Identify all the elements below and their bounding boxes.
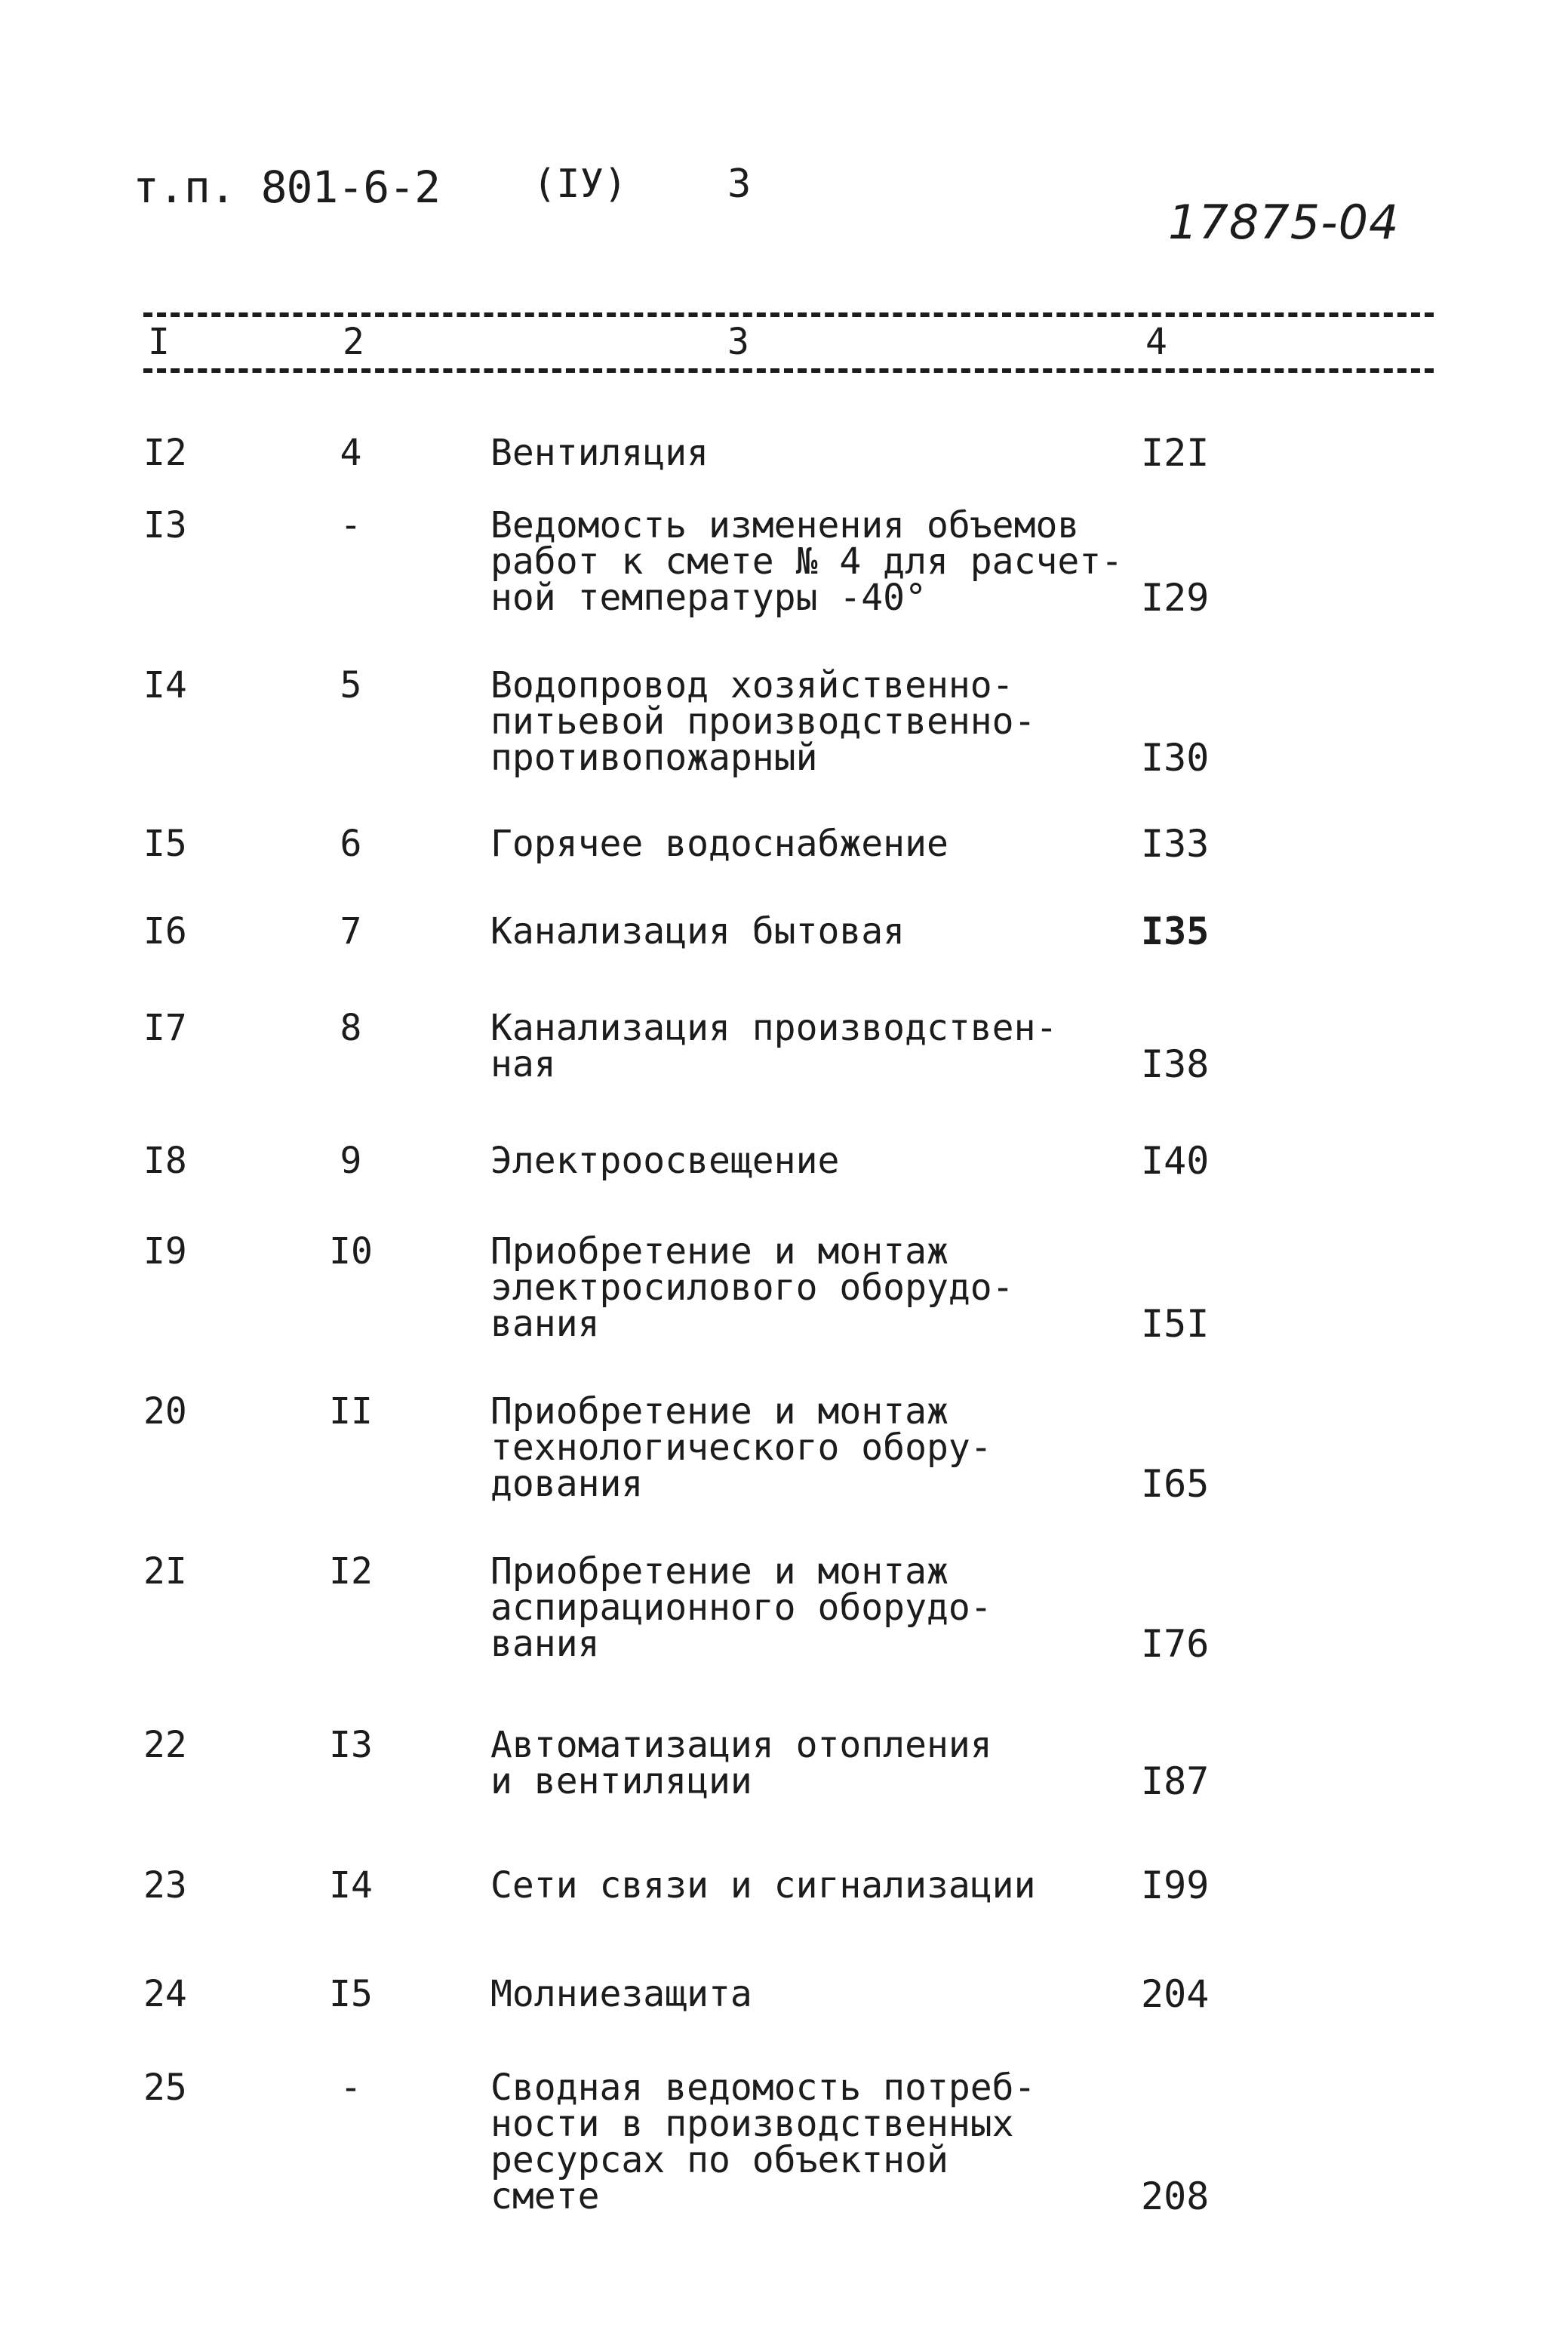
page-reference: I2I	[1141, 431, 1210, 475]
section-number: I0	[329, 1230, 373, 1273]
section-number: 8	[340, 1007, 362, 1049]
section-number: -	[340, 2067, 362, 2109]
page-reference: I29	[1141, 576, 1210, 620]
column-number-4: 4	[1141, 320, 1172, 364]
table-row	[0, 1972, 1568, 2016]
row-number: I7	[143, 1007, 187, 1049]
column-number-1: I	[143, 320, 174, 364]
row-number: 23	[143, 1864, 187, 1907]
row-number: 2I	[143, 1550, 187, 1593]
doc-page-number: 3	[727, 162, 752, 207]
section-title: Приобретение и монтаж аспирационного оборудо- вания	[490, 1550, 992, 1665]
page-reference: I35	[1141, 909, 1210, 953]
column-number-2: 2	[338, 320, 369, 364]
row-number: I3	[143, 504, 187, 546]
section-title: Приобретение и монтаж технологического обору- дования	[490, 1390, 992, 1505]
row-number: I9	[143, 1230, 187, 1273]
row-number: I4	[143, 664, 187, 706]
page-reference: I5I	[1141, 1302, 1210, 1346]
table-row	[0, 1864, 1568, 1907]
row-number: 25	[143, 2067, 187, 2109]
dashed-rule-top	[143, 312, 1434, 317]
section-title: Молниезащита	[490, 1973, 752, 2015]
section-number: I4	[329, 1864, 373, 1907]
page-reference: I99	[1141, 1864, 1210, 1907]
page-reference: I33	[1141, 822, 1210, 866]
section-title: Автоматизация отопления и вентиляции	[490, 1724, 992, 1802]
row-number: 24	[143, 1973, 187, 2015]
table-row	[0, 504, 1568, 620]
section-number: 4	[340, 432, 362, 474]
page-reference: I30	[1141, 736, 1210, 780]
table-row	[0, 1007, 1568, 1086]
page-reference: I38	[1141, 1042, 1210, 1086]
table-row	[0, 1390, 1568, 1506]
row-number: I6	[143, 910, 187, 953]
column-number-3: 3	[723, 320, 754, 364]
table-row	[0, 1724, 1568, 1803]
section-title: Ведомость изменения объемов работ к смете № 4 для расчет- ной температуры -40°	[490, 504, 1124, 619]
page-reference: I40	[1141, 1139, 1210, 1183]
page-reference: I87	[1141, 1759, 1210, 1803]
section-number: 7	[340, 910, 362, 953]
section-number: I5	[329, 1973, 373, 2015]
section-number: I2	[329, 1550, 373, 1593]
section-title: Электроосвещение	[490, 1140, 840, 1182]
row-number: 20	[143, 1390, 187, 1433]
doc-registration-number: 17875-04	[1168, 195, 1400, 250]
doc-part: (IУ)	[533, 162, 628, 207]
section-title: Горячее водоснабжение	[490, 823, 948, 865]
section-title: Водопровод хозяйственно- питьевой производственно- противопожарный	[490, 664, 1036, 779]
table-row	[0, 2067, 1568, 2218]
section-number: II	[329, 1390, 373, 1433]
section-title: Приобретение и монтаж электросилового оборудо- вания	[490, 1230, 1014, 1345]
section-title: Канализация бытовая	[490, 910, 905, 953]
table-row	[0, 909, 1568, 953]
section-number: I3	[329, 1724, 373, 1766]
table-row	[0, 822, 1568, 866]
row-number: I8	[143, 1140, 187, 1182]
row-number: I2	[143, 432, 187, 474]
section-title: Сети связи и сигнализации	[490, 1864, 1036, 1907]
section-number: -	[340, 504, 362, 546]
page-reference: 208	[1141, 2174, 1210, 2218]
row-number: I5	[143, 823, 187, 865]
section-title: Сводная ведомость потреб- ности в производственных ресурсах по объектной смете	[490, 2067, 1036, 2218]
section-number: 5	[340, 664, 362, 706]
doc-code: т.п. 801-6-2	[133, 162, 441, 213]
page-reference: I65	[1141, 1462, 1210, 1506]
table-row	[0, 1230, 1568, 1346]
section-title: Вентиляция	[490, 432, 709, 474]
table-row	[0, 1550, 1568, 1666]
table-row	[0, 1139, 1568, 1183]
section-number: 9	[340, 1140, 362, 1182]
page-reference: 204	[1141, 1972, 1210, 2016]
table-row	[0, 664, 1568, 780]
page-reference: I76	[1141, 1622, 1210, 1666]
section-number: 6	[340, 823, 362, 865]
dashed-rule-bottom	[143, 368, 1434, 373]
section-title: Канализация производствен- ная	[490, 1007, 1058, 1085]
table-row	[0, 431, 1568, 475]
row-number: 22	[143, 1724, 187, 1766]
